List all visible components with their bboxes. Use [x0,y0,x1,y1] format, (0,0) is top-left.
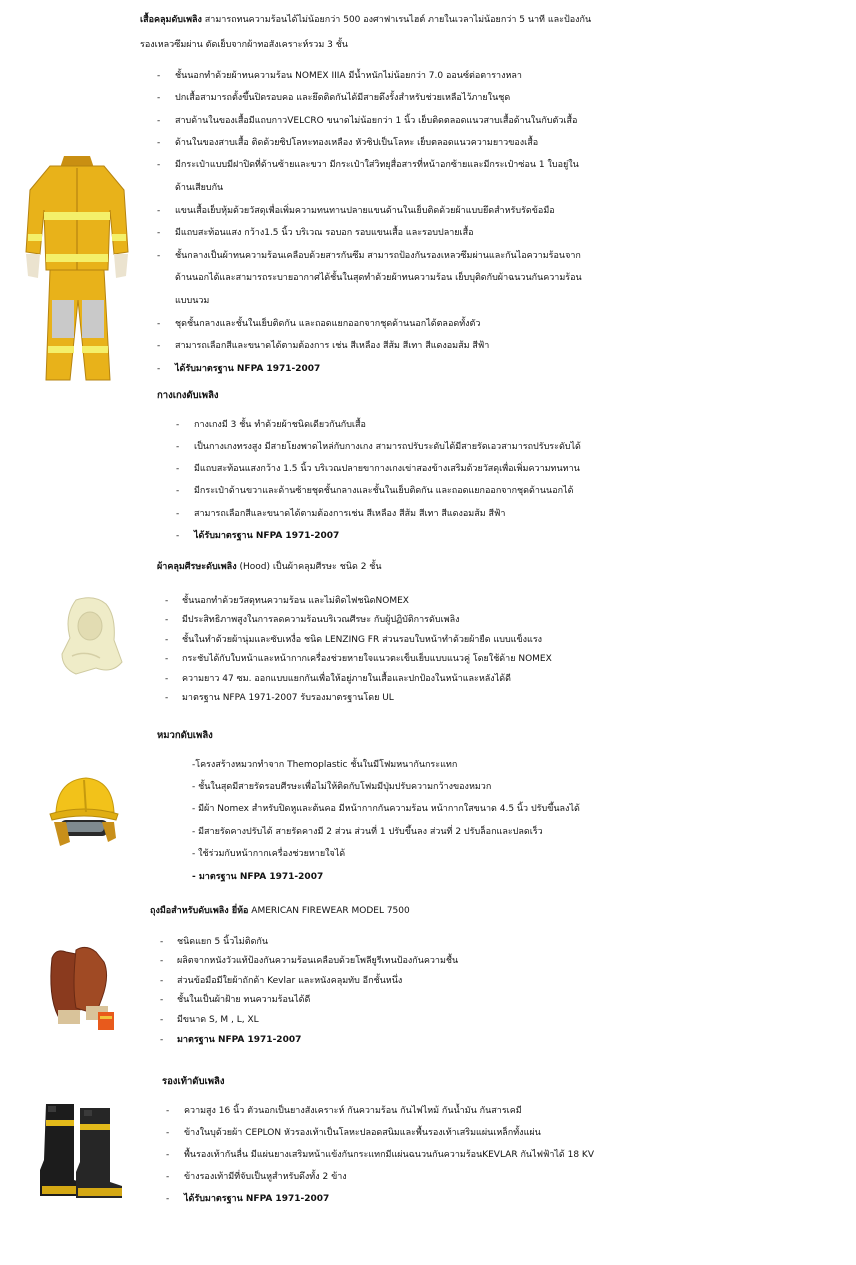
list-item: ชนิดแยก 5 นิ้วไม่ติดกัน [177,937,269,947]
list-item-continued: ด้านเสียบกัน [175,183,224,193]
list-item: มีกระเป๋าด้านขวาและด้านซ้ายชุดชั้นกลางและชั้นในเย็บติดกัน และถอดแยกออกจากชุดด้านนอกได้ [194,486,574,496]
list-item-continued: ด้านนอกได้และสามารถระบายอากาศได้ชั้นในสุดทำด้วยผ้าทนความร้อน เย็บบุติดกับผ้าฉนวนกันความร้อน [175,273,582,283]
list-item: ส่วนข้อมือมีใยผ้าถักด้า Kevlar และหนังคลุมทับ อีกชั้นหนึ่ง [177,976,403,986]
suit-intro [140,14,591,26]
list-item: กระชับได้กับใบหน้าและหน้ากากเครื่องช่วยหายใจแนวตะเข็บเย็บแบบแนวคู่ โดยใช้ด้าย NOMEX [182,654,552,664]
fire-gloves-image [46,946,122,1036]
list-bullet: - [165,635,169,645]
list-item: ด้านในของสาบเสื้อ ติดด้วยซิปโลหะทองเหลือง หัวซิปเป็นโลหะ เย็บตลอดแนวความยาวของเสื้อ [175,138,539,148]
list-bullet: - [165,674,169,684]
list-bullet: - [157,71,161,81]
fire-hood-image [56,596,128,676]
list-item: ได้รับมาตรฐาน NFPA 1971-2007 [194,531,340,541]
list-item: - ใช้ร่วมกับหน้ากากเครื่องช่วยหายใจได้ [192,849,346,859]
list-item: ชั้นกลางเป็นผ้าทนความร้อนเคลือบด้วยสารกันซึม สามารถป้องกันรองเหลวซึมผ่านและกันไอความร้อนจาก [175,251,581,261]
list-item: -โครงสร้างหมวกทำจาก Themoplastic ชั้นในมีโฟมหนากันกระแทก [192,760,458,770]
list-item: ผลิตจากหนังวัวแท้ป้องกันความร้อนเคลือบด้วยโพลียูรีเทนป้องกันความชื้น [177,956,459,966]
list-item: มีแถบสะท้อนแสง กว้าง1.5 นิ้ว บริเวณ รอบอก รอบแขนเสื้อ และรอบปลายเสื้อ [175,228,474,238]
list-bullet: - [166,1106,170,1116]
list-item: - มาตรฐาน NFPA 1971-2007 [192,872,324,882]
list-bullet: - [176,442,180,452]
suit-intro-bold: เสื้อคลุมดับเพลิง [140,15,202,25]
list-item: พื้นรองเท้ากันลื่น มีแผ่นยางเสริมหน้าแข้งกันกระแทกมีแผ่นฉนวนกันความร้อนKEVLAR กันไฟฟ้าได้ 18 KV [184,1150,594,1160]
list-item: กางเกงมี 3 ชั้น ทำด้วยผ้าชนิดเดียวกันกับเสื้อ [194,420,366,430]
list-bullet: - [157,319,161,329]
hood-title-rest: (Hood) เป็นผ้าคลุมศีรษะ ชนิด 2 ชั้น [236,562,382,572]
fire-boots-image [34,1100,126,1202]
pants-title: กางเกงดับเพลิง [157,390,219,401]
list-bullet: - [165,693,169,703]
list-item: - มีผ้า Nomex สำหรับปิดหูและต้นคอ มีหน้ากากกันความร้อน หน้ากากใสขนาด 4.5 นิ้ว ปรับขึ้นลงได้ [192,804,580,814]
list-item: มีกระเป๋าแบบมีฝาปิดที่ด้านซ้ายและขวา มีกระเป๋าใส่วิทยุสื่อสารที่หน้าอกซ้ายและมีกระเป๋าซ่อน 1 ใบอยู่ใน [175,160,579,170]
list-bullet: - [157,251,161,261]
list-item: ชุดชั้นกลางและชั้นในเย็บติดกัน และถอดแยกออกจากชุดด้านนอกได้ตลอดทั้งตัว [175,319,481,329]
list-bullet: - [160,995,164,1005]
list-item: - ชั้นในสุดมีสายรัดรอบศีรษะเพื่อไม่ให้ติดกับโฟมมีปุ่มปรับความกว้างของหมวก [192,782,492,792]
list-bullet: - [160,937,164,947]
list-bullet: - [176,464,180,474]
list-bullet: - [157,93,161,103]
list-bullet: - [160,1035,164,1045]
list-bullet: - [166,1150,170,1160]
list-bullet: - [157,138,161,148]
suit-intro-line2: รองเหลวซึมผ่าน ตัดเย็บจากผ้าทอสังเคราะห์รวม 3 ชั้น [140,40,348,50]
fire-helmet-image [46,772,122,852]
list-bullet: - [157,364,161,374]
list-item: ชั้นในเป็นผ้าฝ้าย ทนความร้อนได้ดี [177,995,311,1005]
list-item: ความสูง 16 นิ้ว ตัวนอกเป็นยางสังเคราะห์ กันความร้อน กันไฟไหม้ กันน้ำมัน กันสารเคมี [184,1106,522,1116]
gloves-title [150,905,410,917]
list-item: เป็นกางเกงทรงสูง มีสายโยงพาดไหล่กับกางเกง สามารถปรับระดับได้มีสายรัดเอวสามารถปรับระดับได้ [194,442,581,452]
helmet-title: หมวกดับเพลิง [157,730,213,741]
list-bullet: - [176,509,180,519]
list-item: ชั้นในทำด้วยผ้านุ่มและซับเหงื่อ ชนิด LENZING FR ส่วนรอบใบหน้าทำด้วยผ้ายืด แบบแข็งแรง [182,635,543,645]
list-item: ชั้นนอกทำด้วยวัสดุทนความร้อน และไม่ติดไฟชนิดNOMEX [182,596,409,606]
list-bullet: - [166,1172,170,1182]
gloves-title-bold: ถุงมือสำหรับดับเพลิง ยี่ห้อ [150,906,249,916]
list-bullet: - [160,976,164,986]
list-item: สามารถเลือกสีและขนาดได้ตามต้องการ เช่น สีเหลือง สีส้ม สีเทา สีแดงอมส้ม สีฟ้า [175,341,490,351]
list-item: ข้างในบุด้วยผ้า CEPLON หัวรองเท้าเป็นโลหะปลอดสนิมและพื้นรองเท้าเสริมแผ่นเหล็กทั้งแผ่น [184,1128,541,1138]
list-bullet: - [176,420,180,430]
list-item: ข้างรองเท้ามีที่จับเป็นหูสำหรับดึงทั้ง 2 ข้าง [184,1172,347,1182]
hood-title-bold: ผ้าคลุมศีรษะดับเพลิง [157,562,237,572]
list-item: มีประสิทธิภาพสูงในการลดความร้อนบริเวณศีรษะ กับผู้ปฏิบัติการดับเพลิง [182,615,460,625]
list-item: มีขนาด S, M , L, XL [177,1015,259,1025]
list-item: - มีสายรัดคางปรับได้ สายรัดคางมี 2 ส่วน ส่วนที่ 1 ปรับขึ้นลง ส่วนที่ 2 ปรับล็อกและปลดเร็ว [192,827,543,837]
list-bullet: - [165,654,169,664]
list-bullet: - [157,206,161,216]
list-item: ความยาว 47 ซม. ออกแบบแยกกันเพื่อให้อยู่ภายในเสื้อและปกป้องในหน้าและหลังได้ดี [182,674,511,684]
list-bullet: - [165,596,169,606]
firefighter-suit-image [20,150,135,385]
list-item: สาบด้านในของเสื้อมีแถบกาวVELCRO ขนาดไม่น้อยกว่า 1 นิ้ว เย็บติดตลอดแนวสาบเสื้อด้านในกับตัวเสื้อ [175,116,578,126]
list-item: ชั้นนอกทำด้วยผ้าทนความร้อน NOMEX IIIA มีน้ำหนักไม่น้อยกว่า 7.0 ออนซ์ต่อตารางหลา [175,71,522,81]
list-item: สามารถเลือกสีและขนาดได้ตามต้องการเช่น สีเหลือง สีส้ม สีเทา สีแดงอมส้ม สีฟ้า [194,509,506,519]
list-item: มาตรฐาน NFPA 1971-2007 [177,1035,302,1045]
list-item: มาตรฐาน NFPA 1971-2007 รับรองมาตรฐานโดย UL [182,693,394,703]
list-bullet: - [176,531,180,541]
suit-intro-rest: สามารถทนความร้อนได้ไม่น้อยกว่า 500 องศาฟาเรนไฮต์ ภายในเวลาไม่น้อยกว่า 5 นาที และป้องกัน [201,15,592,25]
list-bullet: - [157,341,161,351]
boots-title: รองเท้าดับเพลิง [162,1076,225,1087]
gloves-title-rest: AMERICAN FIREWEAR MODEL 7500 [248,906,410,916]
list-item: ปกเสื้อสามารถตั้งขึ้นปิดรอบคอ และยึดติดกันได้มีสายดึงรั้งสำหรับช่วยเหลือไว้ภายในชุด [175,93,511,103]
list-bullet: - [176,486,180,496]
list-bullet: - [160,956,164,966]
list-item: ได้รับมาตรฐาน NFPA 1971-2007 [184,1194,330,1204]
list-item: แขนเสื้อเย็บหุ้มด้วยวัสดุเพื่อเพิ่มความทนทานปลายแขนด้านในเย็บติดด้วยผ้าแบบยึดสำหรับรัดข้อมือ [175,206,555,216]
list-item-continued: แบบนวม [175,296,210,306]
list-bullet: - [166,1194,170,1204]
hood-title [157,561,382,573]
list-bullet: - [165,615,169,625]
list-bullet: - [157,160,161,170]
list-bullet: - [166,1128,170,1138]
list-item: ได้รับมาตรฐาน NFPA 1971-2007 [175,364,321,374]
list-bullet: - [160,1015,164,1025]
list-bullet: - [157,228,161,238]
list-item: มีแถบสะท้อนแสงกว้าง 1.5 นิ้ว บริเวณปลายขากางเกงเข่าสองข้างเสริมด้วยวัสดุเพื่อเพิ่มความทนทาน [194,464,580,474]
list-bullet: - [157,116,161,126]
